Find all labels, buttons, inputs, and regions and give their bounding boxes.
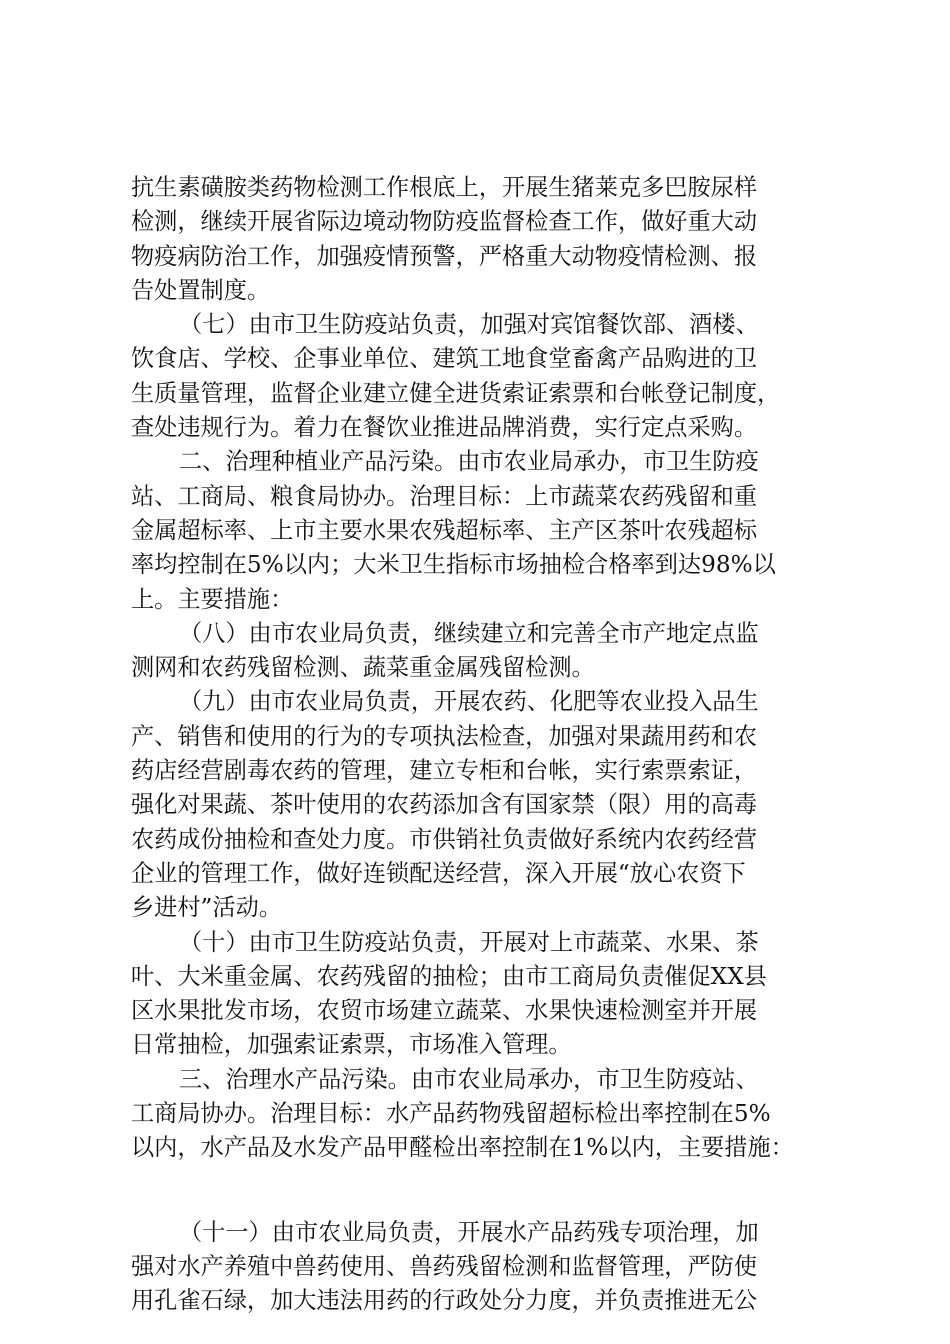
text-line: 区水果批发市场，农贸市场建立蔬菜、水果快速检测室并开展 <box>131 997 758 1025</box>
text-line: 测网和农药残留检测、蔬菜重金属残留检测。 <box>131 654 595 682</box>
paragraph-gap <box>131 1166 831 1216</box>
text-line: 工商局协办。治理目标：水产品药物残留超标检出率控制在5% <box>131 1100 771 1128</box>
text-line: 三、治理水产品污染。由市农业局承办，市卫生防疫站、 <box>179 1065 759 1093</box>
text-block <box>131 171 831 1166</box>
text-line: 上。主要措施： <box>131 585 294 613</box>
text-line: 告处置制度。 <box>131 276 271 304</box>
text-line: （八）由市农业局负责，继续建立和完善全市产地定点监 <box>179 619 759 647</box>
text-line: 药店经营剧毒农药的管理，建立专柜和台帐，实行索票索证， <box>131 757 758 785</box>
text-line: 企业的管理工作，做好连锁配送经营，深入开展“放心农资下 <box>131 859 746 887</box>
text-line: 检测，继续开展省际边境动物防疫监督检查工作，做好重大动 <box>131 208 758 236</box>
text-line: 用孔雀石绿，加大违法用药的行政处分力度，并负责推进无公 <box>131 1287 758 1315</box>
text-line: （十）由市卫生防疫站负责，开展对上市蔬菜、水果、茶 <box>179 928 759 956</box>
text-line: 生质量管理，监督企业建立健全进货索证索票和台帐登记制度， <box>131 379 781 407</box>
text-line: 产、销售和使用的行为的专项执法检查，加强对果蔬用药和农 <box>131 722 758 750</box>
text-line: （十一）由市农业局负责，开展水产品药残专项治理，加 <box>179 1218 759 1246</box>
text-line: 抗生素磺胺类药物检测工作根底上，开展生猪莱克多巴胺尿样 <box>131 174 758 201</box>
text-line: 日常抽检，加强索证索票，市场准入管理。 <box>131 1031 572 1059</box>
text-line: 率均控制在5%以内；大米卫生指标市场抽检合格率到达98%以 <box>131 551 776 579</box>
text-line: 以内，水产品及水发产品甲醛检出率控制在1%以内，主要措施： <box>131 1134 794 1162</box>
text-line: 站、工商局、粮食局协办。治理目标：上市蔬菜农药残留和重 <box>131 482 758 510</box>
text-line: （九）由市农业局负责，开展农药、化肥等农业投入品生 <box>179 688 759 716</box>
text-line: （七）由市卫生防疫站负责，加强对宾馆餐饮部、酒楼、 <box>179 311 759 339</box>
text-line: 农药成份抽检和查处力度。市供销社负责做好系统内农药经营 <box>131 825 758 853</box>
text-line: 二、治理种植业产品污染。由市农业局承办，市卫生防疫 <box>179 448 759 476</box>
text-block <box>131 1216 831 1319</box>
text-line: 金属超标率、上市主要水果农残超标率、主产区茶叶农残超标 <box>131 516 758 544</box>
text-line: 物疫病防治工作，加强疫情预警，严格重大动物疫情检测、报 <box>131 242 758 270</box>
text-line: 饮食店、学校、企事业单位、建筑工地食堂畜禽产品购进的卫 <box>131 345 758 373</box>
text-line: 查处违规行为。着力在餐饮业推进品牌消费，实行定点采购。 <box>131 414 758 442</box>
text-line: 强化对果蔬、茶叶使用的农药添加含有国家禁（限）用的高毒 <box>131 791 758 819</box>
text-line: 强对水产养殖中兽药使用、兽药残留检测和监督管理，严防使 <box>131 1252 758 1280</box>
text-line: 叶、大米重金属、农药残留的抽检；由市工商局负责催促XX县 <box>131 962 767 990</box>
text-line: 乡进村”活动。 <box>131 894 282 922</box>
document-body <box>131 171 831 1319</box>
